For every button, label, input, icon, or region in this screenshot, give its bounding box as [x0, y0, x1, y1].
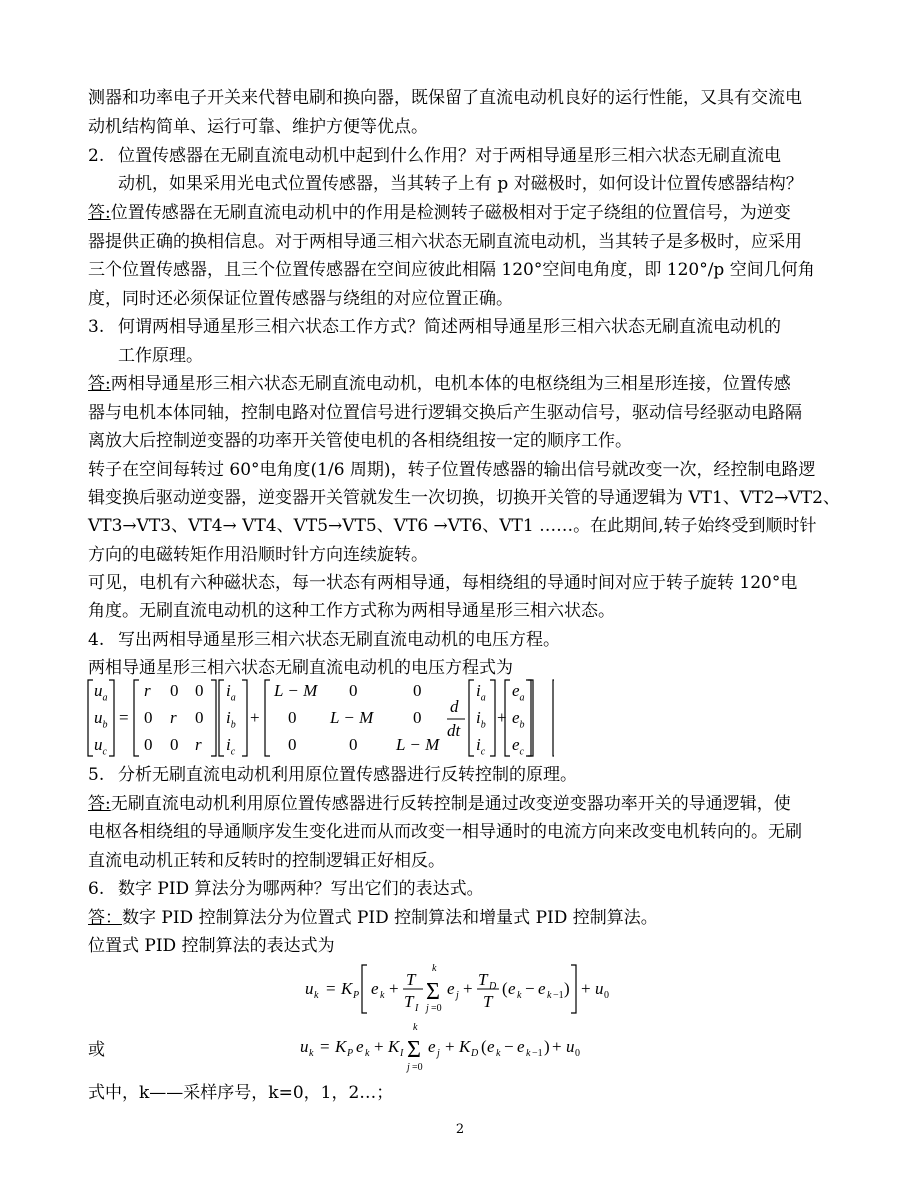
svg-text:−1: −1 — [532, 1048, 543, 1059]
svg-text:+: + — [445, 1037, 455, 1056]
svg-text:j: j — [426, 1003, 429, 1014]
svg-text:P: P — [347, 1048, 354, 1059]
svg-text:−1: −1 — [553, 990, 564, 1001]
svg-text:): ) — [544, 1037, 550, 1056]
svg-text:K: K — [341, 979, 353, 998]
svg-text:Σ: Σ — [426, 979, 440, 1005]
paragraph-line: 转子在空间每转过 60°电角度(1/6 周期)，转子位置传感器的输出信号就改变一次，经控制电路逻 — [88, 460, 816, 480]
answer-label: 答： — [88, 908, 122, 928]
i-a: $i_a$ — [476, 681, 486, 704]
question-text: 何谓两相导通星形三相六状态工作方式？简述两相导通星形三相六状态无刷直流电动机的 — [118, 317, 781, 337]
paragraph-line: 两相导通星形三相六状态无刷直流电动机的电压方程式为 — [88, 658, 513, 678]
i-c: $i_c$ — [476, 735, 486, 758]
answer-text: 数字 PID 控制算法分为位置式 PID 控制算法和增量式 PID 控制算法。 — [122, 908, 658, 928]
question-6 — [88, 879, 484, 899]
svg-text:+: + — [389, 979, 399, 998]
question-number: 5. — [88, 765, 105, 785]
answer-text: 位置传感器在无刷直流电动机中的作用是检测转子磁极相对于定子绕组的位置信号，为逆变 — [110, 203, 791, 223]
svg-text:j: j — [437, 1048, 440, 1059]
paragraph-line: 直流电动机正转和反转时的控制逻辑正好相反。 — [88, 851, 445, 871]
paragraph-line: 器提供正确的换相信息。对于两相导通三相六状态无刷直流电动机，当其转子是多极时，应采用 — [88, 232, 802, 252]
svg-text:D: D — [489, 981, 497, 992]
paragraph-line: 可见，电机有六种磁状态，每一状态有两相导通，每相绕组的导通时间对应于转子旋转 120°电 — [88, 573, 798, 593]
answer-2 — [88, 203, 791, 223]
question-text: 位置传感器在无刷直流电动机中起到什么作用？对于两相导通星形三相六状态无刷直流电 — [118, 146, 781, 166]
svg-text:k: k — [413, 1022, 418, 1033]
l-cell: L − M — [330, 708, 374, 727]
r-cell: 0 — [170, 735, 179, 754]
paragraph-line: 三个位置传感器，且三个位置传感器在空间应彼此相隔 120°空间电角度，即 120°/p 空间几何角 — [88, 260, 815, 280]
svg-text:0: 0 — [575, 1048, 580, 1059]
u-c: $u_c$ — [94, 735, 107, 758]
paragraph-line: 测器和功率电子开关来代替电刷和换向器，既保留了直流电动机良好的运行性能，又具有交流电 — [88, 88, 802, 108]
svg-text:I: I — [400, 1048, 404, 1059]
answer-5 — [88, 794, 791, 814]
r-cell: 0 — [170, 681, 179, 700]
answer-6 — [88, 908, 658, 928]
svg-text:e: e — [487, 1037, 495, 1056]
e-c: $e_c$ — [512, 735, 524, 758]
r-cell: r — [144, 681, 151, 700]
u-b: $u_b$ — [94, 708, 108, 731]
svg-text:u: u — [595, 979, 604, 998]
svg-text:T: T — [406, 970, 416, 989]
question-4 — [88, 630, 560, 650]
svg-text:e: e — [447, 979, 455, 998]
paragraph-line: 度，同时还必须保证位置传感器与绕组的对应位置正确。 — [88, 289, 513, 309]
question-5 — [88, 765, 577, 785]
l-cell: 0 — [288, 708, 297, 727]
svg-text:e: e — [356, 1037, 364, 1056]
question-2 — [88, 146, 781, 166]
answer-3 — [88, 374, 791, 394]
svg-text:+: + — [374, 1037, 384, 1056]
question-number: 2. — [88, 146, 105, 166]
question-text: 数字 PID 算法分为哪两种？写出它们的表达式。 — [118, 879, 484, 899]
l-cell: L − M — [274, 681, 318, 700]
r-cell: r — [195, 735, 202, 754]
svg-text:e: e — [428, 1037, 436, 1056]
r-cell: 0 — [195, 708, 204, 727]
svg-text:−: − — [504, 1037, 514, 1056]
svg-text:=: = — [326, 979, 336, 998]
svg-text:+: + — [463, 979, 473, 998]
svg-text:=: = — [320, 1037, 330, 1056]
svg-text:e: e — [517, 1037, 525, 1056]
paragraph-line: 离放大后控制逆变器的功率开关管使电机的各相绕组按一定的顺序工作。 — [88, 431, 632, 451]
l-cell: 0 — [413, 681, 422, 700]
l-cell: L − M — [396, 735, 440, 754]
svg-text:=0: =0 — [431, 1003, 442, 1014]
svg-text:I: I — [415, 1003, 419, 1014]
equals-sign: = — [119, 708, 129, 727]
svg-text:k: k — [496, 1048, 501, 1059]
paragraph-line: VT3→VT3、VT4→ VT4、VT5→VT5、VT6 →VT6、VT1 ……。在此期间,转子始终受到顺时针 — [88, 516, 817, 536]
svg-text:(: ( — [481, 1037, 487, 1056]
paragraph-line: 辑变换后驱动逆变器，逆变器开关管就发生一次切换，切换开关管的导通逻辑为 VT1、VT2→VT2、 — [88, 488, 840, 508]
deriv-numerator: d — [450, 697, 459, 716]
i-b: $i_b$ — [226, 708, 236, 731]
svg-text:k: k — [432, 963, 437, 974]
i-a: $i_a$ — [226, 681, 236, 704]
svg-text:e: e — [371, 979, 379, 998]
svg-text:e: e — [508, 979, 516, 998]
answer-label: 答: — [88, 374, 111, 394]
page-number: 2 — [455, 1122, 465, 1137]
i-c: $i_c$ — [226, 735, 236, 758]
plus-sign: + — [497, 708, 507, 727]
svg-text:k: k — [526, 1048, 531, 1059]
svg-text:(: ( — [502, 979, 508, 998]
svg-text:K: K — [459, 1037, 471, 1056]
svg-text:j: j — [407, 1062, 410, 1073]
svg-text:T: T — [483, 992, 493, 1011]
question-number: 4. — [88, 630, 105, 650]
svg-text:Σ: Σ — [407, 1037, 421, 1063]
answer-label: 答: — [88, 794, 111, 814]
svg-text:k: k — [365, 1048, 370, 1059]
svg-text:D: D — [471, 1048, 479, 1059]
svg-text:K: K — [335, 1037, 347, 1056]
i-b: $i_b$ — [476, 708, 486, 731]
svg-text:+: + — [552, 1037, 562, 1056]
svg-text:−: − — [525, 979, 535, 998]
paragraph-line: 式中，k——采样序号，k=0，1，2…； — [88, 1083, 394, 1103]
svg-text:k: k — [380, 990, 385, 1001]
svg-text:+: + — [581, 979, 591, 998]
answer-label: 答: — [88, 203, 111, 223]
question-number: 6. — [88, 879, 105, 899]
svg-text:=0: =0 — [412, 1062, 423, 1073]
svg-text:k: k — [309, 1048, 314, 1059]
svg-text:e: e — [538, 979, 546, 998]
svg-text:u: u — [305, 979, 314, 998]
svg-text:k: k — [547, 990, 552, 1001]
paragraph-line: 方向的电磁转矩作用沿顺时针方向连续旋转。 — [88, 545, 428, 565]
l-cell: 0 — [349, 681, 358, 700]
svg-text:T: T — [404, 992, 414, 1011]
or-label: 或 — [88, 1040, 105, 1060]
paragraph-line: 电枢各相绕组的导通顺序发生变化进而从而改变一相导通时的电流方向来改变电机转向的。无刷 — [88, 822, 802, 842]
paragraph-line: 动机结构简单、运行可靠、维护方便等优点。 — [88, 117, 428, 137]
svg-text:0: 0 — [604, 990, 609, 1001]
paragraph-line: 工作原理。 — [118, 346, 203, 366]
svg-text:k: k — [314, 990, 319, 1001]
r-cell: 0 — [144, 735, 153, 754]
deriv-denominator: dt — [447, 721, 461, 740]
r-cell: r — [170, 708, 177, 727]
paragraph-line: 动机，如果采用光电式位置传感器，当其转子上有 p 对磁极时，如何设计位置传感器结构？ — [118, 174, 803, 194]
svg-text:P: P — [353, 990, 360, 1001]
answer-text: 两相导通星形三相六状态无刷直流电动机，电机本体的电枢绕组为三相星形连接，位置传感 — [110, 374, 791, 394]
svg-text:u: u — [300, 1037, 309, 1056]
svg-text:k: k — [517, 990, 522, 1001]
e-b: $e_b$ — [512, 708, 525, 731]
l-cell: 0 — [288, 735, 297, 754]
svg-text:u: u — [566, 1037, 575, 1056]
question-3 — [88, 317, 781, 337]
paragraph-line: 器与电机本体同轴，控制电路对位置信号进行逻辑交换后产生驱动信号，驱动信号经驱动电路隔 — [88, 403, 802, 423]
plus-sign: + — [250, 708, 260, 727]
question-text: 分析无刷直流电动机利用原位置传感器进行反转控制的原理。 — [118, 765, 577, 785]
answer-text: 无刷直流电动机利用原位置传感器进行反转控制是通过改变逆变器功率开关的导通逻辑，使 — [110, 794, 791, 814]
svg-text:j: j — [456, 990, 459, 1001]
paragraph-line: 角度。无刷直流电动机的这种工作方式称为两相导通星形三相六状态。 — [88, 601, 615, 621]
l-cell: 0 — [413, 708, 422, 727]
alternate-pid-equation — [300, 1022, 600, 1074]
position-pid-equation — [305, 957, 625, 1023]
r-cell: 0 — [195, 681, 204, 700]
u-a: $u_a$ — [94, 681, 108, 704]
paragraph-line: 位置式 PID 控制算法的表达式为 — [88, 936, 335, 956]
question-text: 写出两相导通星形三相六状态无刷直流电动机的电压方程。 — [118, 630, 560, 650]
svg-text:): ) — [564, 979, 570, 998]
l-cell: 0 — [349, 735, 358, 754]
svg-text:K: K — [388, 1037, 400, 1056]
voltage-equation-terms — [84, 676, 554, 762]
r-cell: 0 — [144, 708, 153, 727]
svg-text:T: T — [478, 970, 488, 989]
question-number: 3. — [88, 317, 105, 337]
e-a: $e_a$ — [512, 681, 525, 704]
